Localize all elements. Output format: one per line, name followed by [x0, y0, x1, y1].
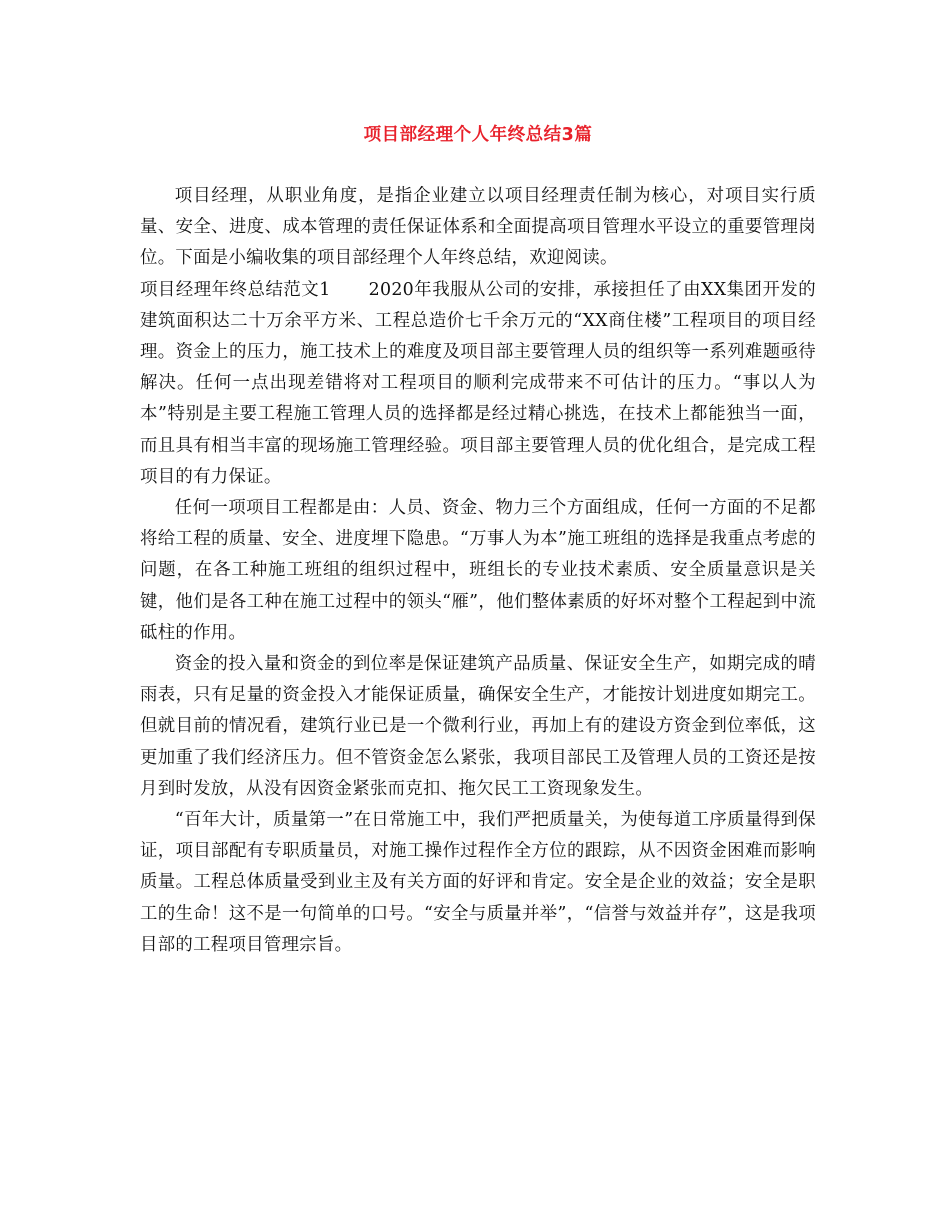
section-paragraph-1 [140, 275, 816, 493]
document-page [140, 0, 816, 961]
body-paragraph-3: 资金的投入量和资金的到位率是保证建筑产品质量、保证安全生产，如期完成的晴雨表，只有足量的资金投入才能保证质量，确保安全生产，才能按计划进度如期完工。但就目前的情况看，建筑行业已是一个微利行业，再加上有的建设方资金到位率低，这更加重了我们经济压力。但不管资金怎么紧张，我项目部民工及管理人员的工资还是按月到时发放，从没有因资金紧张而克扣、拖欠民工工资现象发生。 [140, 654, 816, 799]
body-paragraph-4: “百年大计，质量第一”在日常施工中，我们严把质量关，为使每道工序质量得到保证，项目部配有专职质量员，对施工操作过程作全方位的跟踪，从不因资金困难而影响质量。工程总体质量受到业主及有关方面的好评和肯定。安全是企业的效益；安全是职工的生命！这不是一句简单的口号。“安全与质量并举”，“信誉与效益并存”，这是我项目部的工程项目管理宗旨。 [140, 810, 816, 955]
section-paragraph-1-text: 2020年我服从公司的安排，承接担任了由XX集团开发的建筑面积达二十万余平方米、工程总造价七千余万元的“XX商住楼”工程项目的项目经理。资金上的压力，施工技术上的难度及项目部主要管理人员的组织等一系列难题亟待解决。任何一点出现差错将对工程项目的顺利完成带来不可估计的压力。“事以人为本”特别是主要工程施工管理人员的选择都是经过精心挑选，在技术上都能独当一面，而且具有相当丰富的现场施工管理经验。项目部主要管理人员的优化组合，是完成工程项目的有力保证。 [140, 279, 816, 487]
body-paragraph-2: 任何一项项目工程都是由：人员、资金、物力三个方面组成，任何一方面的不足都将给工程的质量、安全、进度埋下隐患。“万事人为本”施工班组的选择是我重点考虑的问题，在各工种施工班组的组织过程中，班组长的专业技术素质、安全质量意识是关键，他们是各工种在施工过程中的领头“雁”，他们整体素质的好坏对整个工程起到中流砥柱的作用。 [140, 498, 816, 643]
intro-paragraph: 项目经理，从职业角度，是指企业建立以项目经理责任制为核心，对项目实行质量、安全、进度、成本管理的责任保证体系和全面提高项目管理水平设立的重要管理岗位。下面是小编收集的项目部经理个人年终总结，欢迎阅读。 [140, 186, 816, 269]
document-title: 项目部经理个人年终总结3篇 [363, 125, 593, 145]
section-label: 项目经理年终总结范文1 [140, 279, 331, 300]
document-body [140, 181, 816, 961]
